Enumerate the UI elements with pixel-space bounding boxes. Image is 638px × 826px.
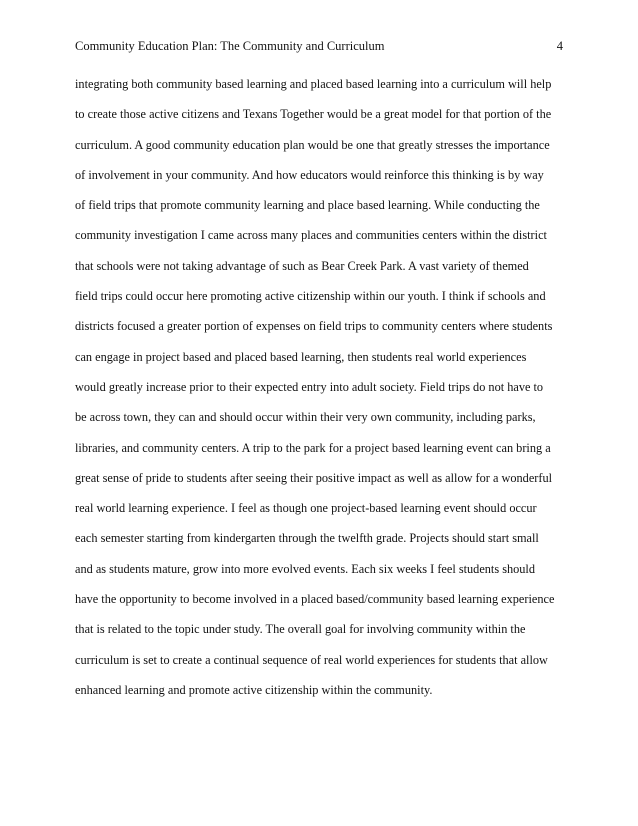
body-paragraph — [75, 69, 565, 705]
body-line: community investigation I came across many places and communities centers within the district — [75, 228, 547, 243]
body-line: and as students mature, grow into more evolved events. Each six weeks I feel students should — [75, 561, 535, 576]
body-line: districts focused a greater portion of expenses on field trips to community centers where students — [75, 319, 553, 334]
body-line: real world learning experience. I feel as though one project-based learning event should occur — [75, 501, 537, 516]
body-line: to create those active citizens and Texans Together would be a great model for that portion of the — [75, 107, 552, 122]
body-line: be across town, they can and should occur within their very own community, including parks, — [75, 410, 536, 425]
body-line: field trips could occur here promoting active citizenship within our youth. I think if schools and — [75, 289, 546, 304]
body-line: curriculum. A good community education plan would be one that greatly stresses the importance — [75, 137, 550, 152]
body-line: have the opportunity to become involved in a placed based/community based learning experience — [75, 592, 555, 607]
body-line: that schools were not taking advantage of such as Bear Creek Park. A vast variety of themed — [75, 258, 529, 273]
page-number: 4 — [556, 39, 563, 53]
body-line: integrating both community based learning and placed based learning into a curriculum will help — [75, 77, 552, 91]
body-line: great sense of pride to students after seeing their positive impact as well as allow for a wonderful — [75, 470, 553, 485]
body-line: that is related to the topic under study. The overall goal for involving community within the — [75, 622, 526, 637]
body-line: would greatly increase prior to their expected entry into adult society. Field trips do not have to — [75, 379, 544, 394]
body-line: enhanced learning and promote active citizenship within the community. — [75, 682, 433, 697]
body-line: curriculum is set to create a continual sequence of real world experiences for students that allow — [75, 652, 548, 667]
body-line: of field trips that promote community learning and place based learning. While conducting the — [75, 198, 540, 213]
running-head — [75, 36, 563, 56]
running-head-title: Community Education Plan: The Community and Curriculum — [75, 39, 385, 53]
body-line: libraries, and community centers. A trip to the park for a project based learning event can bring a — [75, 440, 551, 455]
body-line: each semester starting from kindergarten through the twelfth grade. Projects should start small — [75, 531, 539, 546]
body-line: of involvement in your community. And how educators would reinforce this thinking is by way — [75, 167, 544, 182]
body-line: can engage in project based and placed based learning, then students real world experiences — [75, 349, 527, 364]
